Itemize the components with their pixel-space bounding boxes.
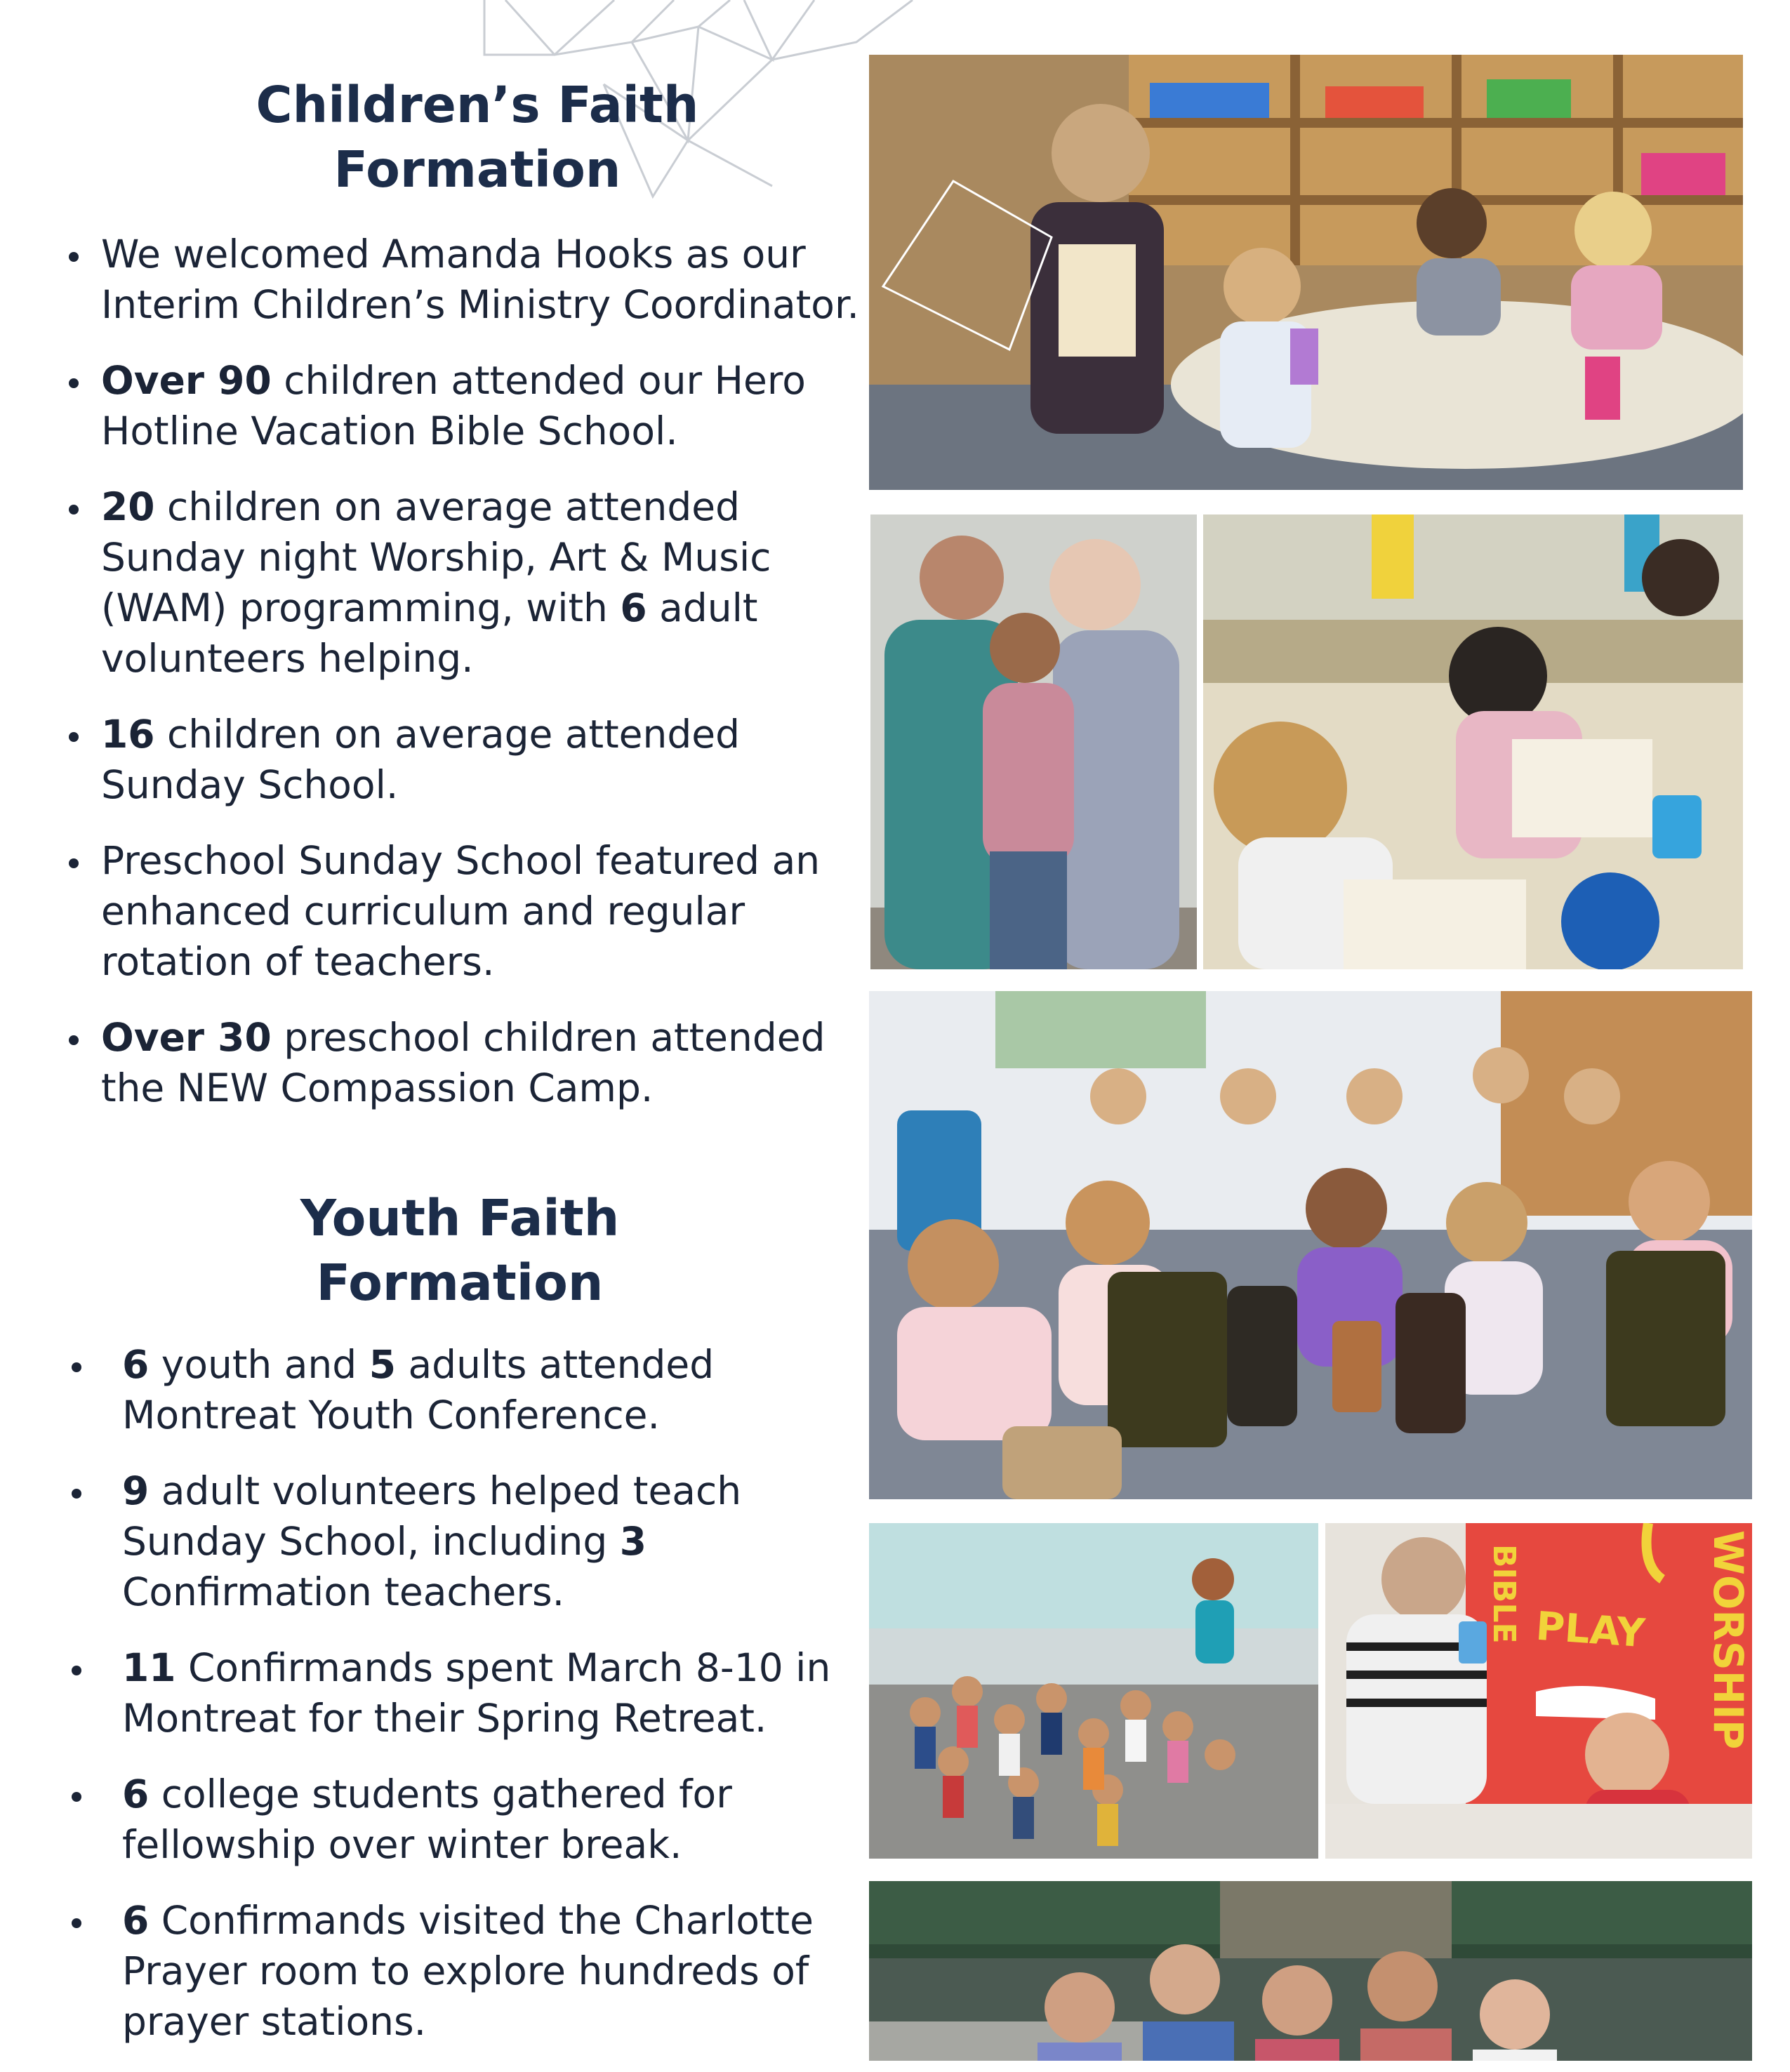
youth-bullet-list [56, 1339, 870, 2072]
item-text: Preschool Sunday School featured an enhanced curriculum and regular rotation of teachers. [101, 838, 821, 984]
bullet-icon [72, 1489, 81, 1499]
item-text: We welcomed Amanda Hooks as our Interim Children’s Ministry Coordinator. [101, 232, 859, 327]
highlight-number: Over 90 [101, 358, 272, 403]
children-faith-heading [211, 73, 744, 202]
sign-play: PLAY [1534, 1603, 1647, 1657]
item-text: children on average attended Sunday School. [101, 712, 741, 807]
highlight-number: 5 [369, 1342, 396, 1387]
highlight-number: 16 [101, 712, 155, 757]
item-text: youth and [149, 1342, 369, 1387]
bullet-icon [72, 1362, 81, 1372]
photo-volunteers [870, 514, 1197, 969]
photo-drum-circle [869, 991, 1752, 1499]
list-item [56, 1339, 870, 1440]
list-item [56, 1769, 870, 1870]
photo-bible-play-wall [1325, 1523, 1752, 1859]
children-heading-line1: Children’s Faith [256, 76, 699, 134]
highlight-number: 6 [122, 1342, 150, 1387]
photo-kids-reading [1203, 514, 1743, 969]
highlight-number: 6 [620, 585, 647, 630]
list-item [56, 1895, 870, 2047]
youth-heading-line2: Formation [316, 1254, 604, 1312]
youth-heading-line1: Youth Faith [300, 1189, 620, 1247]
youth-faith-heading [197, 1186, 723, 1315]
bullet-icon [69, 252, 79, 262]
item-text: adult volunteers helped teach Sunday School, including [122, 1468, 742, 1564]
list-item [56, 709, 870, 810]
highlight-number: 3 [619, 1519, 647, 1564]
list-item [56, 835, 870, 987]
photo-youth-lake [869, 1881, 1752, 2061]
list-item [56, 1466, 870, 1617]
photo-classroom-reading [869, 55, 1743, 490]
highlight-number: 6 [122, 1898, 150, 1943]
highlight-number: 9 [122, 1468, 150, 1513]
bullet-icon [69, 858, 79, 868]
list-item [56, 355, 870, 456]
bullet-icon [69, 378, 79, 388]
item-text: adult volunteers helping. [101, 585, 758, 681]
item-text: children on average attended Sunday night Worship, Art & Music (WAM) programming, with [101, 484, 771, 630]
photo-dancing-kids [869, 1523, 1318, 1859]
bullet-icon [69, 1035, 79, 1045]
list-item [56, 229, 870, 330]
item-text: Confirmands spent March 8-10 in Montreat for their Spring Retreat. [122, 1645, 831, 1741]
item-text: Confirmation teachers. [122, 1569, 565, 1614]
children-bullet-list [56, 229, 870, 1138]
list-item [56, 1012, 870, 1113]
sign-worship: WORSHIP [1704, 1530, 1752, 1750]
highlight-number: 6 [122, 1772, 150, 1817]
bullet-icon [69, 505, 79, 514]
sign-bible: BIBLE [1486, 1544, 1522, 1644]
item-text: adults attended Montreat Youth Conference. [122, 1342, 715, 1437]
bullet-icon [72, 1792, 81, 1802]
list-item [56, 482, 870, 684]
item-text: college students gathered for fellowship over winter break. [122, 1772, 732, 1867]
children-heading-line2: Formation [333, 140, 621, 199]
list-item [56, 1642, 870, 1744]
highlight-number: 20 [101, 484, 155, 529]
bullet-icon [72, 1666, 81, 1675]
bullet-icon [69, 732, 79, 742]
item-text: preschool children attended the NEW Compassion Camp. [101, 1015, 826, 1110]
item-text: children attended our Hero Hotline Vacation Bible School. [101, 358, 806, 453]
highlight-number: Over 30 [101, 1015, 272, 1060]
highlight-number: 11 [122, 1645, 176, 1690]
item-text: Confirmands visited the Charlotte Prayer room to explore hundreds of prayer stations. [122, 1898, 814, 2044]
bullet-icon [72, 1918, 81, 1928]
